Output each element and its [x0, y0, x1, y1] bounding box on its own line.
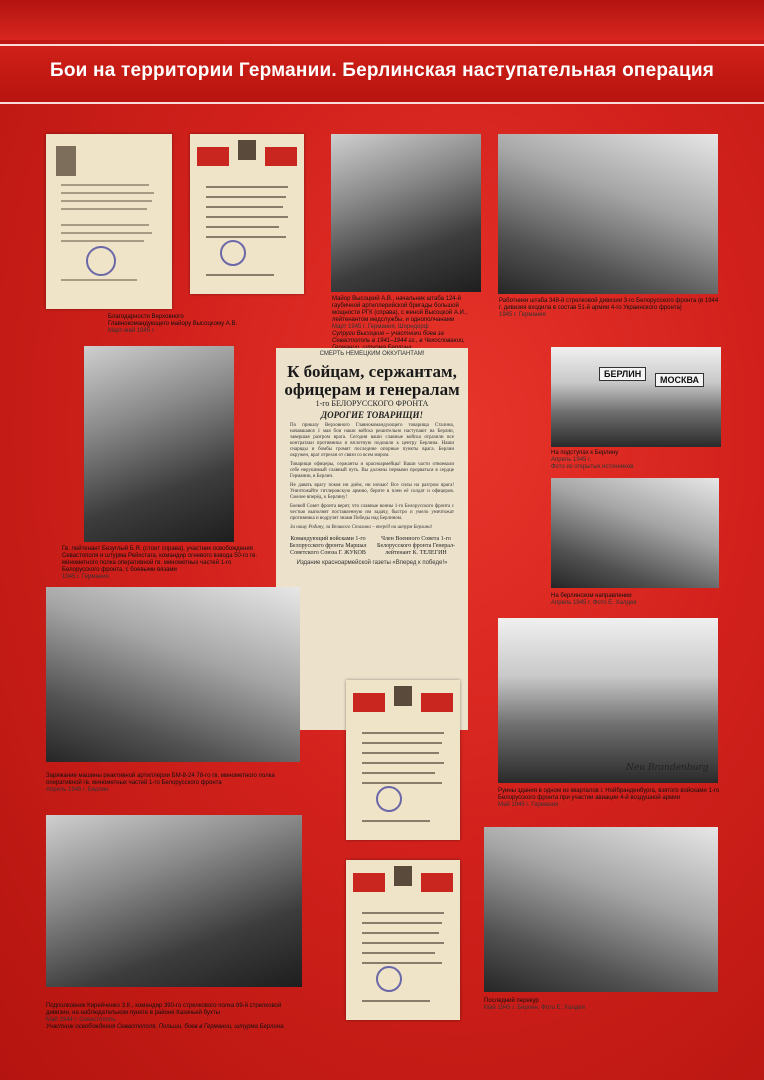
- caption-approaches-text: На подступах к Берлину: [551, 450, 619, 456]
- caption-vysotsky-note: Супруги Высоцкие – участники боев за Севастополь в 1941–1944 гг., в Чехословакии,: [332, 331, 465, 344]
- caption-bezugly-text: Гв. лейтенант Безуглый Б.Я. (стоит справа), участник освобождения Севастополя и штурма Рейхстага, командир огневого взвода 50-го гв. минометного полка оперативной гв. минометных частей 1-го Белорусского фронта, с боевыми вязами: [62, 546, 257, 573]
- caption-approaches-date: Апрель 1945 г.: [551, 457, 592, 463]
- top-band: [0, 0, 764, 40]
- caption-ruins: [498, 788, 728, 809]
- caption-kireychenko-date: Май 1944 г. Севастополь: [46, 1017, 116, 1023]
- gratitude-certificate-3: [346, 860, 460, 1020]
- photo-neubrandenburg-ruins: [498, 618, 718, 783]
- leaflet-body-2: Товарищи офицеры, сержанты и красноармейцы! Ваши части отвоевали себе нерушимый славный путь. Вы должны первыми прорваться в сердце Германии, в Берлин.: [290, 462, 454, 479]
- photo-observation-post: [46, 815, 302, 987]
- sign-moskva: МОСКВА: [655, 373, 704, 387]
- gratitude-certificate-2: [346, 680, 460, 840]
- leaflet-signature-telegin: Член Военного Совета 1-го Белорусского фронта Генерал-лейтенант К. ТЕЛЕГИН: [377, 536, 455, 556]
- caption-gratitude: [108, 314, 238, 335]
- caption-berlin-direction-text: На берлинском направлении: [551, 593, 632, 599]
- leaflet-to-soldiers: [276, 348, 468, 730]
- caption-last-smoke: [484, 998, 718, 1012]
- gratitude-certificate-1: [190, 134, 304, 294]
- caption-vysotsky: [332, 296, 482, 352]
- leaflet-body-1: По приказу Верховного Главнокомандующего товарища Сталина, начавшаяся 1 мая бои наши войска решительно наступают на Берлин, завершая разгром врага. Сегодня ваши славные войска отразили все контратаки противника и вплотную подошли к центру Берлина. Наши снаряды и бомбы громят последние опорные пункты врага. Берлин окружен, враг отрезан от связи со всем миром.: [290, 423, 454, 458]
- caption-approaches-note: Фото из открытых источников: [551, 464, 634, 470]
- caption-vysotsky-text: Майор Высоцкий А.В., начальник штаба 124-й гаубичной артиллерийской бригады большой мощности РГК (справа), с женой Высоцкой А.И., лейтенантом медслужбы, и однополчанами: [332, 296, 468, 323]
- leaflet-greeting: ДОРОГИЕ ТОВАРИЩИ!: [320, 410, 423, 420]
- caption-last-smoke-date: Май 1945 г. Берлин. Фото Е. Халдея: [484, 1005, 585, 1011]
- caption-ruins-text: Руины здания в одном из кварталов г. Нойбранденбурга, взятого войсками 1-го Белорусского фронта при участии авиации 4-й воздушной армии: [498, 788, 720, 801]
- caption-kireychenko-note: Участник освобождения Севастополя, Польши, боев в Германии, штурма Берлина.: [46, 1024, 286, 1030]
- photo-berlin-signpost: [551, 347, 721, 447]
- caption-division-staff-text: Работники штаба 348-й стрелковой дивизии 3-го Белорусского фронта (в 1944 г. дивизия входила в состав 51-й армии 4-го Украинского фронта): [499, 298, 719, 311]
- caption-kireychenko: [46, 1003, 302, 1031]
- caption-berlin-direction-date: Апрель 1945 г. Фото Е. Халдея: [551, 600, 637, 606]
- leaflet-body-5: За нашу Родину, за Великого Сталина – вперёд на штурм Берлина!: [290, 525, 433, 530]
- leaflet-body-3: Не давать врагу покоя ни днём, ни ночью! Все силы на разгром врага! Уничтожайте гитлеровскую армию, берите в плен её солдат и офицеров. Смелее вперёд, к Берлину!: [290, 483, 454, 500]
- title-bar: [0, 44, 764, 104]
- caption-approaches: [551, 450, 721, 471]
- photo-rocket-artillery: [46, 587, 300, 762]
- caption-division-staff-date: 1945 г. Германия: [499, 312, 546, 318]
- caption-division-staff: [499, 298, 719, 319]
- photo-four-soldiers: [84, 346, 234, 542]
- photo-last-smoke: [484, 827, 718, 992]
- photo-officers-with-wife: [331, 134, 481, 292]
- caption-gratitude-date: Март-май 1945 г.: [108, 328, 155, 334]
- leaflet-footer: Издание красноармейской газеты «Вперед к победе!»: [296, 560, 448, 566]
- sign-berlin: БЕРЛИН: [599, 367, 646, 381]
- caption-gratitude-text: Благодарности Верховного Главнокомандующего майору Высоцкому А.В.: [108, 314, 238, 327]
- caption-ruins-date: Май 1945 г. Германия: [498, 802, 559, 808]
- leaflet-top-slogan: СМЕРТЬ НЕМЕЦКИМ ОККУПАНТАМ!: [319, 351, 425, 357]
- caption-rocket-artillery: [46, 773, 300, 794]
- caption-last-smoke-text: Последний перекур: [484, 998, 539, 1004]
- handwritten-caption: Neu Brandenburg: [626, 763, 709, 773]
- caption-bezugly-date: 1945 г. Германия: [62, 574, 109, 580]
- photo-division-staff: [498, 134, 718, 294]
- caption-berlin-direction: [551, 593, 721, 607]
- leaflet-body-4: Боевой Совет фронта верит, что славные воины 1-го Белорусского фронта с честью выполнят поставленную им задачу, быстро и умело уничтожат противника и водрузят знамя Победы над Берлином.: [290, 504, 454, 521]
- leaflet-signature-zhukov: Командующий войсками 1-го Белорусского фронта Маршал Советского Союза Г. ЖУКОВ: [289, 536, 367, 556]
- caption-rocket-artillery-date: Апрель 1945 г. Берлин: [46, 787, 109, 793]
- photo-berlin-direction: [551, 478, 719, 588]
- leaflet-front: 1-го БЕЛОРУССКОГО ФРОНТА: [315, 399, 429, 408]
- caption-vysotsky-date: Март 1945 г. Германия, Шорндорф: [332, 324, 429, 330]
- caption-bezugly: [62, 546, 260, 581]
- page-title: Бои на территории Германии. Берлинская наступательная операция: [50, 60, 714, 81]
- leaflet-heading: К бойцам, сержантам, офицерам и генералам: [284, 362, 460, 399]
- caption-rocket-artillery-text: Заряжание машины реактивной артиллерии БМ-8-24 78-го гв. минометного полка оперативной гв. минометных частей 1-го Белорусского фронта: [46, 773, 275, 786]
- gratitude-document-1: [46, 134, 172, 309]
- caption-kireychenko-text: Подполковник Кирейченко З.К., командир 390-го стрелкового полка 89-й стрелковой дивизии, на наблюдательном пункте в районе Казачьей бухты: [46, 1003, 282, 1016]
